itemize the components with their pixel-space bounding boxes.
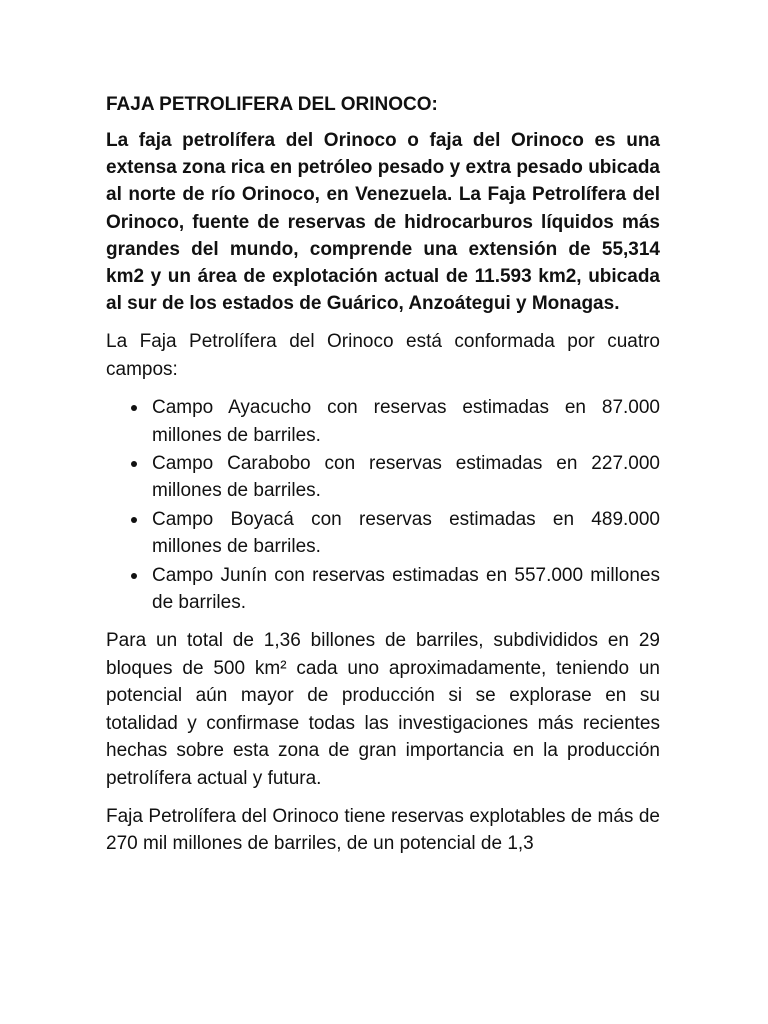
field-text: Campo Ayacucho con reservas estimadas en 87.000 millones de barriles. bbox=[152, 397, 660, 446]
list-item bbox=[106, 394, 660, 449]
field-text: Campo Boyacá con reservas estimadas en 489.000 millones de barriles. bbox=[152, 508, 660, 558]
list-item bbox=[106, 506, 660, 561]
fields-list bbox=[106, 394, 660, 616]
document-page bbox=[106, 92, 660, 869]
bullet-icon bbox=[131, 461, 137, 467]
field-text: Campo Junín con reservas estimadas en 557.000 millones de barriles. bbox=[152, 564, 660, 614]
intro-paragraph: La faja petrolífera del Orinoco o faja del Orinoco es una extensa zona rica en petróleo pesado y extra pesado ubicada al norte de río Orinoco, en Venezuela. La Faja Petrolífera del Orinoco, fuente de reservas de hidrocarburos líquidos más grandes del mundo, comprende una extensión de 55,314 km2 y un área de explotación actual de 11.593 km2, ubicada al sur de los estados de Guárico, Anzoátegui y Monagas. bbox=[106, 130, 660, 315]
list-item bbox=[106, 562, 660, 617]
bullet-icon bbox=[131, 573, 137, 579]
document-heading: FAJA PETROLIFERA DEL ORINOCO: bbox=[106, 94, 438, 115]
field-text: Campo Carabobo con reservas estimadas en 227.000 millones de barriles. bbox=[152, 453, 660, 502]
total-paragraph: Para un total de 1,36 billones de barriles, subdivididos en 29 bloques de 500 km² cada uno aproximadamente, teniendo un potencial aún mayor de producción si se explorase en su totalidad y confirmase todas las investigaciones más recientes hechas sobre esta zona de gran importancia en la producción petrolífera actual y futura. bbox=[106, 630, 660, 789]
list-item bbox=[106, 450, 660, 505]
fields-intro-paragraph: La Faja Petrolífera del Orinoco está conformada por cuatro campos: bbox=[106, 331, 660, 380]
bullet-icon bbox=[131, 517, 137, 523]
bullet-icon bbox=[131, 405, 137, 411]
reserves-paragraph: Faja Petrolífera del Orinoco tiene reservas explotables de más de 270 mil millones de barriles, de un potencial de 1,3 bbox=[106, 805, 660, 855]
